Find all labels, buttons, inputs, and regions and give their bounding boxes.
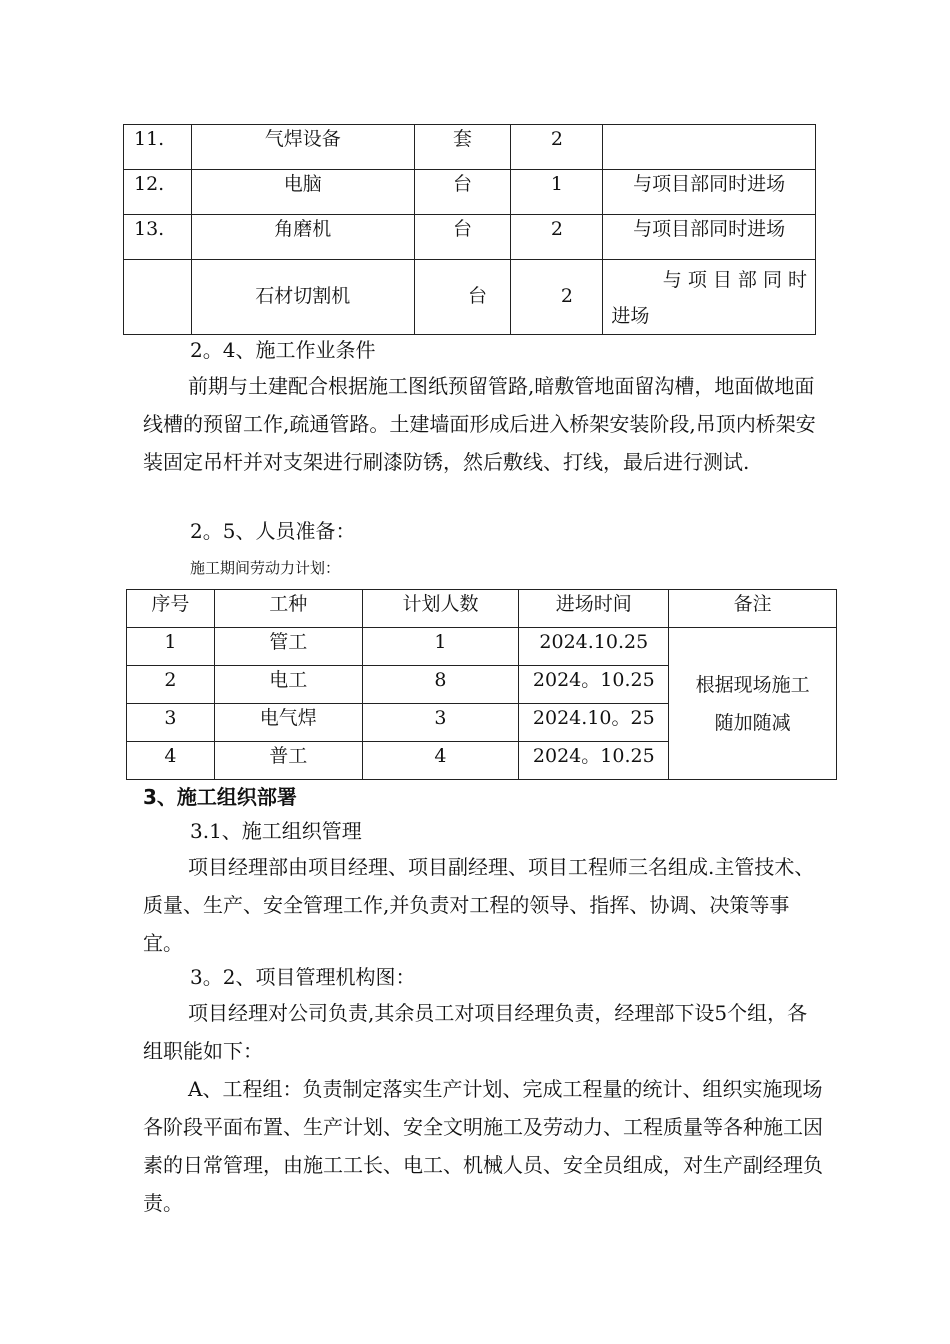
note-line-1: 与 项 目 部 同 时 — [662, 269, 807, 291]
equipment-name: 气焊设备 — [191, 125, 414, 170]
work-type: 电工 — [214, 666, 362, 704]
subsection-heading: 3。2、项目管理机构图： — [190, 965, 416, 989]
equipment-unit: 台 — [414, 260, 511, 335]
column-header: 计划人数 — [362, 590, 519, 628]
group-description: A、工程组：负责制定落实生产计划、完成工程量的统计、组织实施现场各阶段平面布置、生产计划、安全文明施工及劳动力、工程质量等各种施工因素的日常管理，由施工工长、电工、机械人员、安全员组成，对生产副经理负责。 — [143, 1077, 823, 1215]
row-number: 3 — [127, 704, 215, 742]
table-caption: 施工期间劳动力计划： — [190, 559, 341, 577]
section-heading: 2。5、人员准备： — [190, 519, 356, 543]
equipment-note: 与项目部同时进场 — [603, 170, 816, 215]
equipment-unit: 套 — [414, 125, 511, 170]
equipment-table — [123, 124, 816, 335]
remark-line-1: 根据现场施工 — [695, 673, 810, 696]
planned-count: 8 — [362, 666, 519, 704]
table-header-row — [127, 590, 837, 628]
section-body: 项目经理部由项目经理、项目副经理、项目工程师三名组成.主管技术、质量、生产、安全管理工作,并负责对工程的领导、指挥、协调、决策等事宜。 — [143, 855, 815, 955]
equipment-qty: 2 — [511, 260, 603, 335]
work-type: 电气焊 — [214, 704, 362, 742]
planned-count: 4 — [362, 742, 519, 780]
table-row — [124, 170, 816, 215]
section-body: 前期与土建配合根据施工图纸预留管路,暗敷管地面留沟槽，地面做地面线槽的预留工作,疏通管路。土建墙面形成后进入桥架安装阶段,吊顶内桥架安装固定吊杆并对支架进行刷漆防锈，然后敷线、打线，最后进行测试. — [143, 374, 816, 474]
entry-date: 2024。10.25 — [519, 742, 669, 780]
row-number: 1 — [127, 628, 215, 666]
planned-count: 1 — [362, 628, 519, 666]
column-header: 进场时间 — [519, 590, 669, 628]
section-heading: 2。4、施工作业条件 — [190, 338, 376, 362]
row-number: 4 — [127, 742, 215, 780]
column-header: 备注 — [669, 590, 837, 628]
equipment-qty: 1 — [511, 170, 603, 215]
equipment-qty: 2 — [511, 125, 603, 170]
entry-date: 2024.10.25 — [519, 628, 669, 666]
table-row — [124, 125, 816, 170]
equipment-name: 石材切割机 — [191, 260, 414, 335]
equipment-qty: 2 — [511, 215, 603, 260]
remark-line-2: 随加随减 — [714, 711, 791, 734]
table-row — [127, 628, 837, 666]
equipment-note — [603, 125, 816, 170]
row-number: 12. — [124, 170, 192, 215]
labor-table — [126, 589, 837, 780]
row-number: 11. — [124, 125, 192, 170]
remark-cell — [669, 628, 837, 780]
column-header: 工种 — [214, 590, 362, 628]
table-row — [124, 260, 816, 335]
equipment-note — [603, 260, 816, 335]
section-heading: 3、施工组织部署 — [143, 785, 297, 809]
row-number: 13. — [124, 215, 192, 260]
section-body: 项目经理对公司负责,其余员工对项目经理负责，经理部下设5个组，各组职能如下： — [143, 1001, 808, 1063]
table-row — [124, 215, 816, 260]
equipment-unit: 台 — [414, 170, 511, 215]
column-header: 序号 — [127, 590, 215, 628]
note-line-2: 进场 — [611, 305, 650, 327]
equipment-name: 角磨机 — [191, 215, 414, 260]
equipment-name: 电脑 — [191, 170, 414, 215]
entry-date: 2024.10。25 — [519, 704, 669, 742]
work-type: 管工 — [214, 628, 362, 666]
subsection-heading: 3.1、施工组织管理 — [190, 819, 362, 843]
equipment-unit: 台 — [414, 215, 511, 260]
entry-date: 2024。10.25 — [519, 666, 669, 704]
work-type: 普工 — [214, 742, 362, 780]
row-number — [124, 260, 192, 335]
planned-count: 3 — [362, 704, 519, 742]
equipment-note: 与项目部同时进场 — [603, 215, 816, 260]
row-number: 2 — [127, 666, 215, 704]
